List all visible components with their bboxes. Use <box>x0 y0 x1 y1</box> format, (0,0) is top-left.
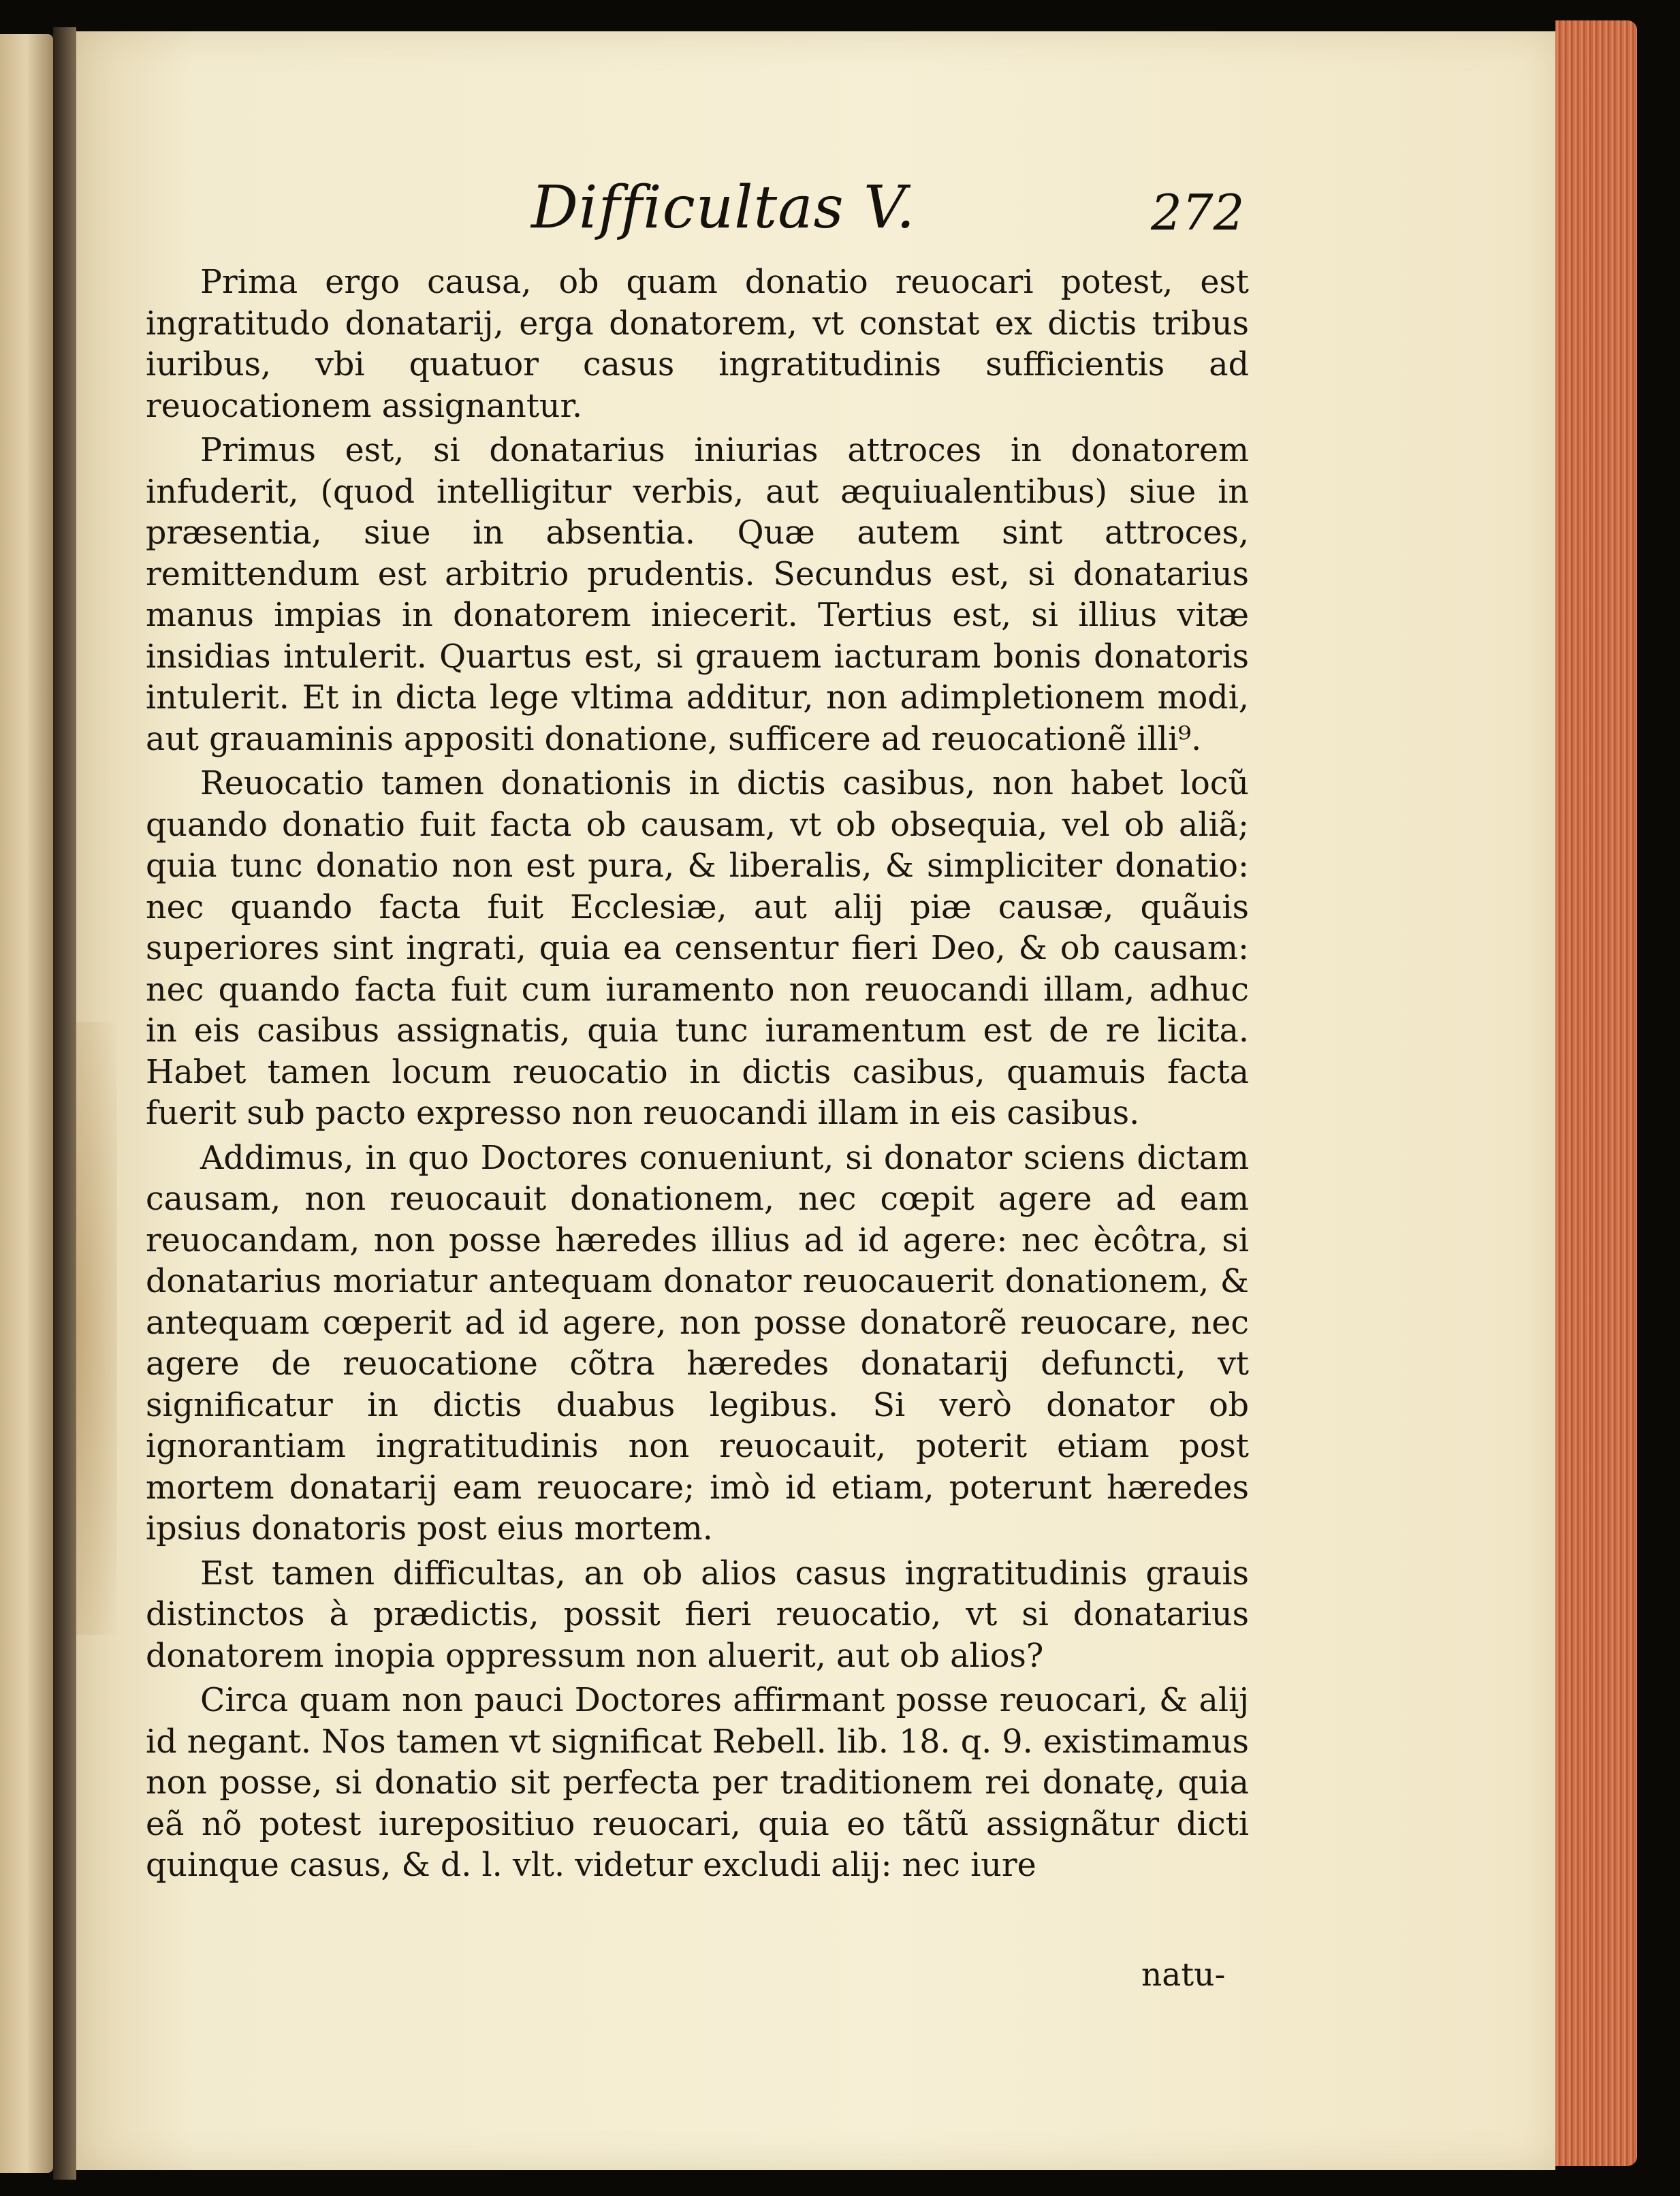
body-text <box>146 262 1249 1890</box>
catchword: natu- <box>1141 1956 1226 1994</box>
paragraph-3: Reuocatio tamen donationis in dictis casibus, non habet locũ quando donatio fuit facta ob causam, vt ob obsequia, vel ob aliã; quia tunc donatio non est pura, & liberalis, & simpliciter donatio: nec quando facta fuit Ecclesiæ, aut alij piæ causæ, quãuis superiores sint ingrati, quia ea censentur fieri Deo, & ob causam: nec quando facta fuit cum iuramento non reuocandi illam, adhuc in eis casibus assignatis, quia tunc iuramentum est de re licita. Habet tamen locum reuocatio in dictis casibus, quamuis facta fuerit sub pacto expresso non reuocandi illam in eis casibus. <box>146 765 1249 1132</box>
paragraph-5: Est tamen difficultas, an ob alios casus ingratitudinis grauis distinctos à prædictis, possit fieri reuocatio, vt si donatarius donatorem inopia oppressum non aluerit, aut ob alios? <box>146 1554 1249 1675</box>
paragraph-2: Primus est, si donatarius iniurias attroces in donatorem infuderit, (quod intelligitur verbis, aut æquiualentibus) siue in præsentia, siue in absentia. Quæ autem sint attroces, remittendum est arbitrio prudentis. Secundus est, si donatarius manus impias in donatorem iniecerit. Tertius est, si illius vitæ insidias intulerit. Quartus est, si grauem iacturam bonis donatoris intulerit. Et in dicta lege vltima additur, non adimpletionem modi, aut grauaminis appositi donatione, sufficere ad reuocationẽ illi⁹. <box>146 432 1249 758</box>
running-head: Difficultas V. <box>531 174 916 242</box>
paragraph-6: Circa quam non pauci Doctores affirmant posse reuocari, & alij id negant. Nos tamen vt significat Rebell. lib. 18. q. 9. existimamus non posse, si donatio sit perfecta per traditionem rei donatę, quia eã nõ potest iurepositiuo reuocari, quia eo tãtũ assignãtur dicti quinque casus, & d. l. vlt. videtur excludi alij: nec iure <box>146 1682 1249 1884</box>
paragraph-1: Prima ergo causa, ob quam donatio reuocari potest, est ingratitudo donatarij, erga donatorem, vt constat ex dictis tribus iuribus, vbi quatuor casus ingratitudinis sufficientis ad reuocationem assignantur. <box>146 264 1249 425</box>
book-gutter <box>53 27 76 2180</box>
paragraph-4: Addimus, in quo Doctores conueniunt, si donator sciens dictam causam, non reuocauit donationem, nec cœpit agere ad eam reuocandam, non posse hæredes illius ad id agere: nec ècôtra, si donatarius moriatur antequam donator reuocauerit donationem, & antequam cœperit ad id agere, non posse donatorẽ reuocare, nec agere de reuocatione cõtra hæredes donatarij defuncti, vt significatur in dictis duabus legibus. Si verò donator ob ignorantiam ingratitudinis non reuocauit, poterit etiam post mortem donatarij eam reuocare; imò id etiam, poterunt hæredes ipsius donatoris post eius mortem. <box>146 1139 1249 1548</box>
page-fore-edge <box>1555 20 1637 2166</box>
background-right <box>1637 20 1680 2196</box>
left-page-edge <box>0 34 53 2173</box>
page-stain <box>76 1022 117 1635</box>
page-number: 272 <box>1151 184 1245 241</box>
